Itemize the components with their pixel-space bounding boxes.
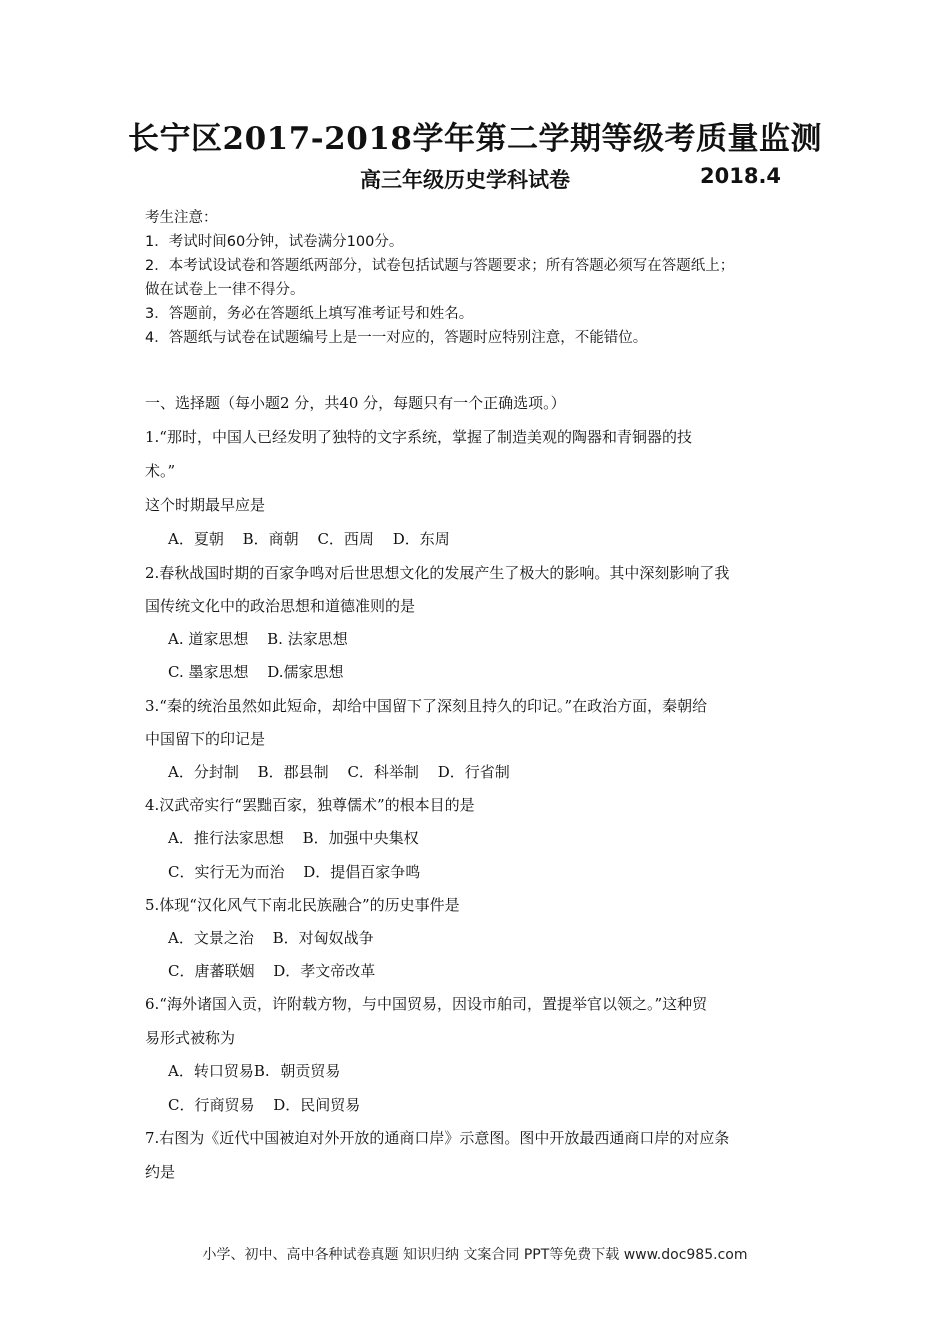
notes-heading: 考生注意： bbox=[145, 210, 218, 226]
option-a: A．转口贸易B. bbox=[168, 1062, 270, 1080]
question-5-text: 5.体现“汉化风气下南北民族融合”的历史事件是 bbox=[145, 896, 460, 914]
option-a: A．分封制 bbox=[168, 763, 239, 781]
option-d: D．东周 bbox=[392, 530, 450, 548]
option-b: B．郡县制 bbox=[257, 763, 329, 781]
option-c: C．行商贸易 bbox=[168, 1096, 255, 1114]
option-b: B. 法家思想 bbox=[267, 630, 348, 648]
note-item: 3．答题前，务必在答题纸上填写准考证号和姓名。 bbox=[145, 306, 474, 322]
question-2-text: 2.春秋战国时期的百家争鸣对后世思想文化的发展产生了极大的影响。其中深刻影响了我 bbox=[145, 564, 730, 582]
exam-title: 长宁区2017-2018学年第二学期等级考质量监测 bbox=[128, 121, 822, 157]
question-7-text-cont: 约是 bbox=[145, 1163, 176, 1181]
question-1-prompt: 这个时期最早应是 bbox=[145, 496, 266, 514]
page-footer: 小学、初中、高中各种试卷真题 知识归纳 文案合同 PPT等免费下载 www.doc985.com bbox=[202, 1247, 748, 1263]
question-2-options-row2 bbox=[168, 661, 358, 682]
option-d: D.儒家思想 bbox=[267, 663, 344, 681]
option-c: C．唐蕃联姻 bbox=[168, 962, 255, 980]
question-6-text: 6.“海外诸国入贡，许附载方物，与中国贸易，因设市舶司，置提举官以领之。”这种贸 bbox=[145, 995, 708, 1013]
question-7-text: 7.右图为《近代中国被迫对外开放的通商口岸》示意图。图中开放最西通商口岸的对应条 bbox=[145, 1129, 730, 1147]
question-3-options bbox=[168, 761, 524, 782]
option-c: C．实行无为而治 bbox=[168, 863, 285, 881]
option-a: A．文景之治 bbox=[168, 929, 254, 947]
question-1-options bbox=[168, 528, 464, 549]
option-c: C．科举制 bbox=[347, 763, 419, 781]
question-2-options-row1 bbox=[168, 628, 362, 649]
option-c: C. 墨家思想 bbox=[168, 663, 249, 681]
option-b: B．加强中央集权 bbox=[302, 829, 419, 847]
option-c: C．西周 bbox=[317, 530, 374, 548]
note-item: 做在试卷上一律不得分。 bbox=[145, 282, 305, 298]
note-item: 2．本考试设试卷和答题纸两部分，试卷包括试题与答题要求；所有答题必须写在答题纸上； bbox=[145, 258, 735, 274]
question-6-options-row1 bbox=[168, 1060, 354, 1081]
question-3-text-cont: 中国留下的印记是 bbox=[145, 730, 266, 748]
option-a: A．夏朝 bbox=[168, 530, 224, 548]
option-d: D．提倡百家争鸣 bbox=[303, 863, 421, 881]
candidate-notes bbox=[145, 206, 825, 350]
exam-subtitle: 高三年级历史学科试卷 bbox=[360, 168, 570, 192]
option-b: B．对匈奴战争 bbox=[272, 929, 374, 947]
question-6-options-row2 bbox=[168, 1094, 374, 1115]
question-3-text: 3.“秦的统治虽然如此短命，却给中国留下了深刻且持久的印记。”在政治方面，秦朝给 bbox=[145, 697, 708, 715]
option-a: A．推行法家思想 bbox=[168, 829, 284, 847]
note-item: 4．答题纸与试卷在试题编号上是一一对应的，答题时应特别注意，不能错位。 bbox=[145, 330, 648, 346]
option-b: B．商朝 bbox=[242, 530, 299, 548]
option-d: D．行省制 bbox=[437, 763, 510, 781]
exam-date: 2018.4 bbox=[700, 164, 782, 188]
note-item: 1．考试时间60分钟，试卷满分100分。 bbox=[145, 234, 404, 250]
option-b: 朝贡贸易 bbox=[280, 1062, 341, 1080]
question-1-text: 1.“那时，中国人已经发明了独特的文字系统，掌握了制造美观的陶器和青铜器的技 bbox=[145, 428, 692, 446]
question-4-text: 4.汉武帝实行“罢黜百家，独尊儒术”的根本目的是 bbox=[145, 796, 475, 814]
question-5-options-row1 bbox=[168, 927, 388, 948]
option-a: A. 道家思想 bbox=[168, 630, 249, 648]
question-4-options-row1 bbox=[168, 827, 433, 848]
question-4-options-row2 bbox=[168, 861, 434, 882]
option-d: D．民间贸易 bbox=[273, 1096, 361, 1114]
question-5-options-row2 bbox=[168, 960, 389, 981]
option-d: D．孝文帝改革 bbox=[273, 962, 376, 980]
question-2-text-cont: 国传统文化中的政治思想和道德准则的是 bbox=[145, 597, 416, 615]
question-1-text-cont: 术。” bbox=[145, 462, 176, 480]
section-heading: 一、选择题（每小题2 分，共40 分，每题只有一个正确选项。） bbox=[145, 394, 566, 412]
question-6-text-cont: 易形式被称为 bbox=[145, 1029, 236, 1047]
